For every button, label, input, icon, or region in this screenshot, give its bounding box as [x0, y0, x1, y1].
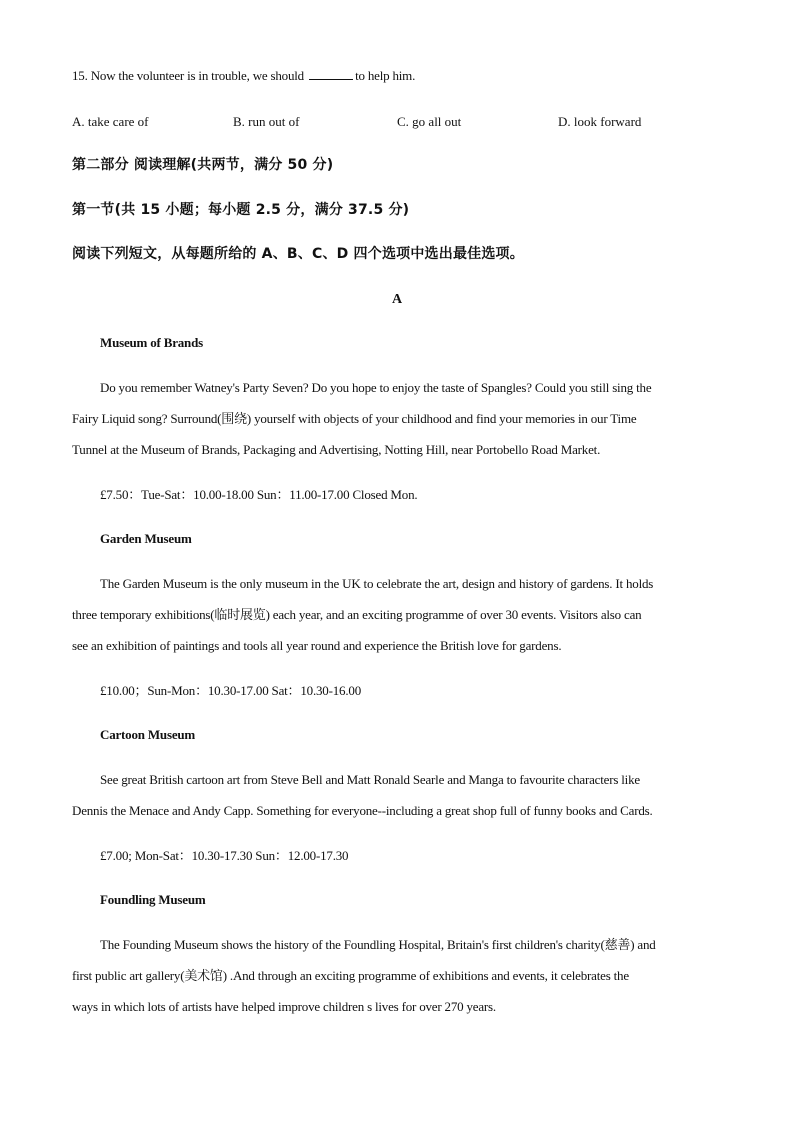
museum-info: £7.00; Mon-Sat：10.30-17.30 Sun：12.00-17.30 — [100, 848, 349, 863]
paragraph-line: Fairy Liquid song? Surround(围绕) yourself with objects of your childhood and find your memories in our Time — [72, 411, 637, 426]
paragraph-line: The Garden Museum is the only museum in the UK to celebrate the art, design and history of gardens. It holds — [100, 576, 654, 591]
passage-label: A — [391, 292, 403, 307]
option-a: A. take care of — [72, 114, 149, 129]
answer-blank — [309, 69, 353, 80]
museum-heading: Garden Museum — [100, 531, 192, 546]
paragraph-line: The Founding Museum shows the history of the Foundling Hospital, Britain's first children's charity(慈善) and — [100, 937, 656, 952]
sub-title: 第一节(共 15 小题；每小题 2.5 分，满分 37.5 分) — [72, 202, 410, 218]
museum-info: £10.00；Sun-Mon：10.30-17.00 Sat：10.30-16.00 — [100, 683, 361, 698]
paragraph-line: Dennis the Menace and Andy Capp. Something for everyone--including a great shop full of funny books and Cards. — [72, 803, 653, 818]
museum-heading: Foundling Museum — [100, 892, 206, 907]
paragraph-line: ways in which lots of artists have helped improve children s lives for over 270 years. — [72, 999, 496, 1014]
paragraph-line: See great British cartoon art from Steve Bell and Matt Ronald Searle and Manga to favourite characters like — [100, 772, 640, 787]
paragraph-line: Tunnel at the Museum of Brands, Packaging and Advertising, Notting Hill, near Portobello Road Market. — [72, 442, 601, 457]
question-15-stem — [72, 68, 415, 84]
option-c: C. go all out — [397, 114, 462, 129]
part-title: 第二部分 阅读理解(共两节，满分 50 分) — [72, 157, 334, 173]
paragraph-line: three temporary exhibitions(临时展览) each year, and an exciting programme of over 30 events. Visitors also can — [72, 607, 642, 622]
paragraph-line: Do you remember Watney's Party Seven? Do you hope to enjoy the taste of Spangles? Could you still sing the — [100, 380, 652, 395]
option-b: B. run out of — [233, 114, 300, 129]
museum-heading: Museum of Brands — [100, 335, 203, 350]
museum-info: £7.50：Tue-Sat：10.00-18.00 Sun：11.00-17.00 Closed Mon. — [100, 487, 418, 502]
question-15-stem-after: to help him. — [355, 68, 416, 83]
paragraph-line: first public art gallery(美术馆) .And through an exciting programme of exhibitions and events, it celebrates the — [72, 968, 629, 983]
option-d: D. look forward — [558, 114, 642, 129]
paragraph-line: see an exhibition of paintings and tools all year round and experience the British love for gardens. — [72, 638, 562, 653]
instruction: 阅读下列短文，从每题所给的 A、B、C、D 四个选项中选出最佳选项。 — [72, 246, 524, 262]
museum-heading: Cartoon Museum — [100, 727, 196, 742]
question-15-stem-before: 15. Now the volunteer is in trouble, we should — [72, 68, 304, 83]
